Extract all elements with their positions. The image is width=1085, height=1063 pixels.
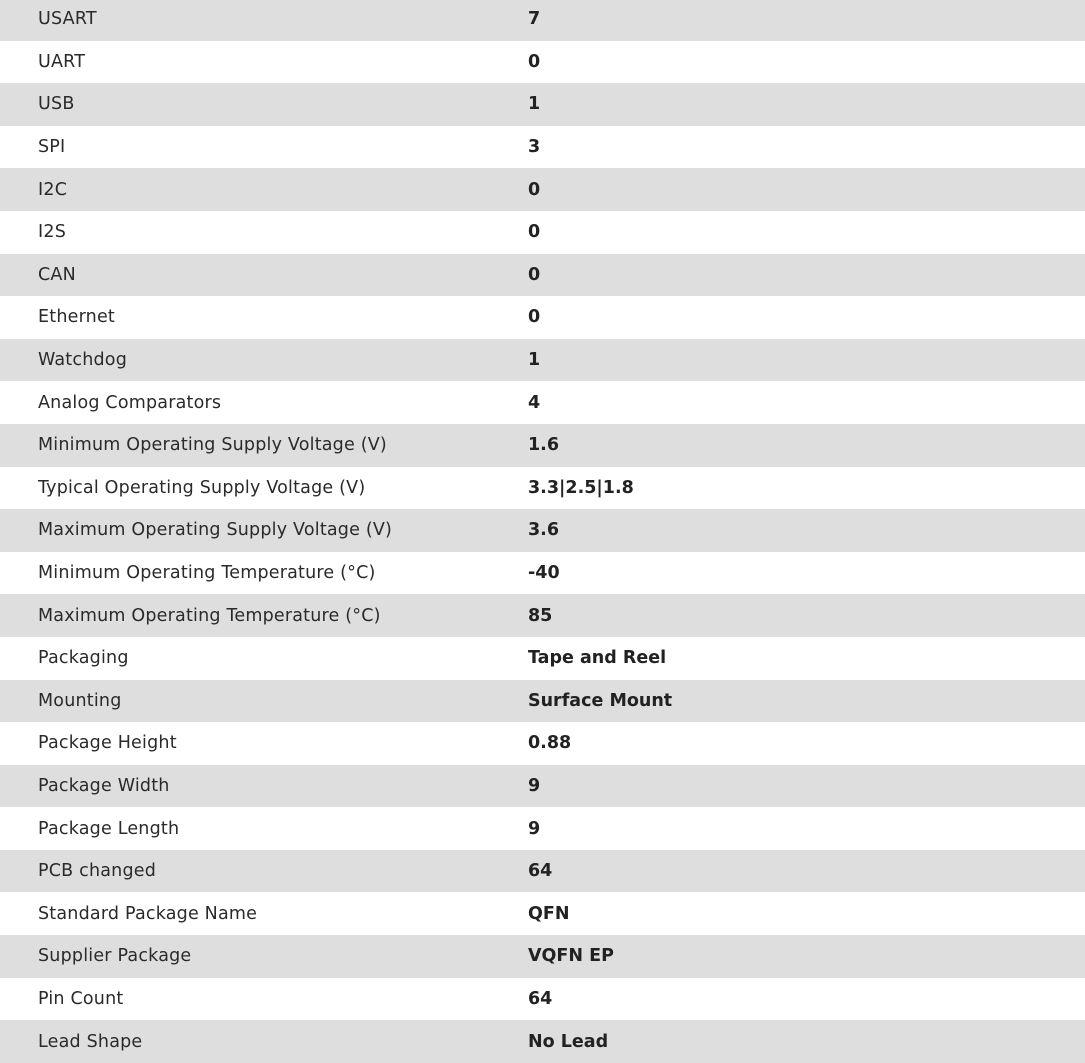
spec-label: Supplier Package (38, 946, 192, 967)
spec-value: 85 (528, 605, 553, 626)
spec-label: I2C (38, 179, 68, 200)
spec-label: Typical Operating Supply Voltage (V) (38, 477, 366, 498)
spec-label: Packaging (38, 648, 129, 669)
spec-label: Lead Shape (38, 1031, 143, 1052)
table-row (0, 254, 1085, 297)
table-row (0, 296, 1085, 339)
spec-value: 0 (528, 179, 541, 200)
table-row (0, 594, 1085, 637)
spec-label: SPI (38, 137, 66, 158)
table-row (0, 41, 1085, 84)
spec-label: Maximum Operating Temperature (°C) (38, 605, 381, 626)
spec-label: CAN (38, 264, 76, 285)
spec-value: 9 (528, 775, 541, 796)
table-row (0, 83, 1085, 126)
table-row (0, 126, 1085, 169)
spec-label: Ethernet (38, 307, 115, 328)
table-row (0, 850, 1085, 893)
spec-value: Surface Mount (528, 690, 673, 711)
table-row (0, 211, 1085, 254)
spec-value: 64 (528, 988, 553, 1009)
table-row (0, 1020, 1085, 1063)
spec-value: 7 (528, 9, 541, 30)
spec-label: Minimum Operating Supply Voltage (V) (38, 435, 387, 456)
spec-value: -40 (528, 563, 560, 584)
spec-label: Package Length (38, 818, 180, 839)
spec-value: 1 (528, 350, 541, 371)
spec-label: UART (38, 51, 86, 72)
spec-value: 3.3|2.5|1.8 (528, 477, 634, 498)
table-row (0, 168, 1085, 211)
spec-value: 0.88 (528, 733, 572, 754)
spec-value: Tape and Reel (528, 648, 667, 669)
spec-label: I2S (38, 222, 67, 243)
spec-value: 0 (528, 51, 541, 72)
table-row (0, 467, 1085, 510)
table-row (0, 0, 1085, 41)
spec-label: Analog Comparators (38, 392, 222, 413)
table-row (0, 722, 1085, 765)
table-row (0, 892, 1085, 935)
spec-value: 0 (528, 222, 541, 243)
spec-value: 0 (528, 264, 541, 285)
spec-value: 1 (528, 94, 541, 115)
spec-value: 64 (528, 861, 553, 882)
table-row (0, 978, 1085, 1021)
spec-label: USART (38, 9, 97, 30)
spec-label: Minimum Operating Temperature (°C) (38, 563, 376, 584)
spec-value: 3.6 (528, 520, 560, 541)
spec-value: VQFN EP (528, 946, 614, 967)
table-row (0, 381, 1085, 424)
spec-value: 9 (528, 818, 541, 839)
spec-label: PCB changed (38, 861, 157, 882)
spec-value: 1.6 (528, 435, 560, 456)
spec-label: Watchdog (38, 350, 128, 371)
table-row (0, 552, 1085, 595)
spec-value: QFN (528, 903, 570, 924)
spec-label: Pin Count (38, 988, 124, 1009)
table-row (0, 935, 1085, 978)
spec-label: Maximum Operating Supply Voltage (V) (38, 520, 393, 541)
spec-label: Package Height (38, 733, 177, 754)
spec-value: 0 (528, 307, 541, 328)
table-row (0, 807, 1085, 850)
spec-label: Standard Package Name (38, 903, 258, 924)
spec-value: 4 (528, 392, 541, 413)
table-row (0, 339, 1085, 382)
spec-value: No Lead (528, 1031, 609, 1052)
spec-label: USB (38, 94, 75, 115)
spec-label: Mounting (38, 690, 122, 711)
table-row (0, 765, 1085, 808)
table-row (0, 680, 1085, 723)
spec-value: 3 (528, 137, 541, 158)
table-row (0, 637, 1085, 680)
table-row (0, 424, 1085, 467)
table-row (0, 509, 1085, 552)
spec-label: Package Width (38, 775, 170, 796)
